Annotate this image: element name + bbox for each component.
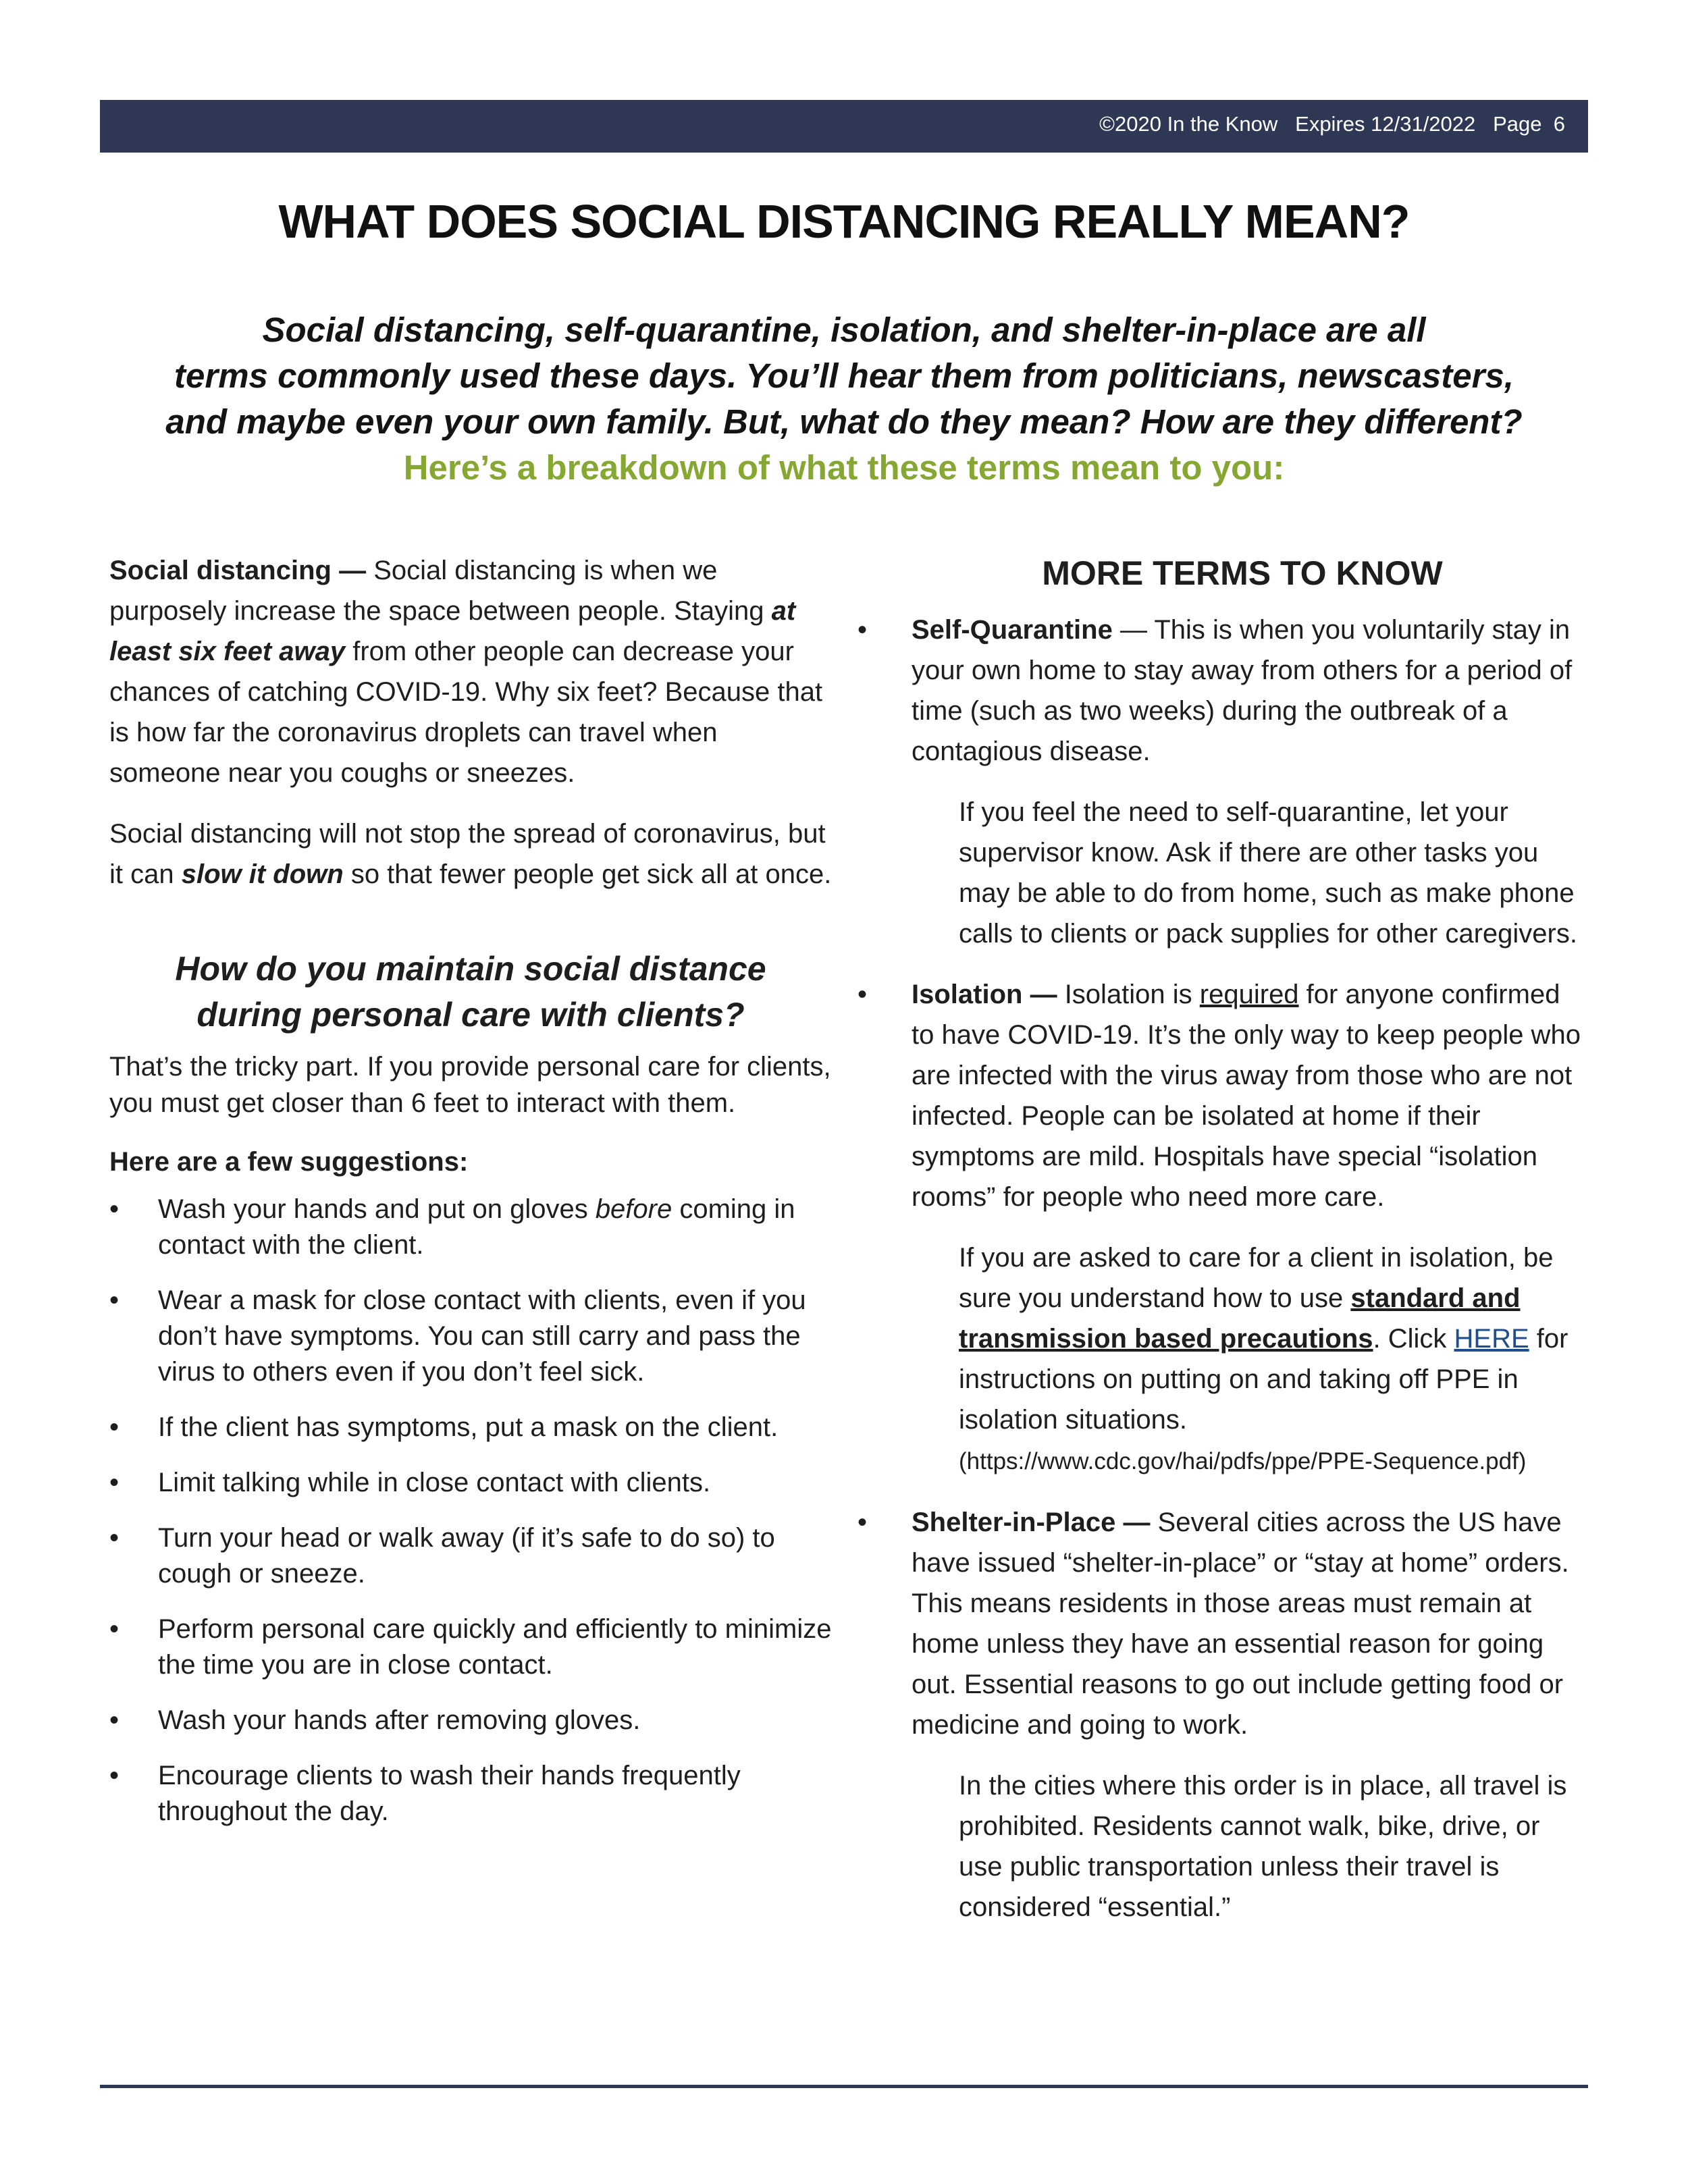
page-title: WHAT DOES SOCIAL DISTANCING REALLY MEAN? xyxy=(278,195,1410,248)
list-item: • Wash your hands and put on gloves before coming in contact with the client. xyxy=(109,1192,832,1263)
page-number: Page 6 xyxy=(1493,112,1565,136)
intro-line-2: terms commonly used these days. You’ll hear them from politicians, newscasters, xyxy=(174,356,1514,395)
expiry-text: Expires 12/31/2022 xyxy=(1295,112,1476,136)
intro-line-1: Social distancing, self-quarantine, isolation, and shelter-in-place are all xyxy=(262,311,1426,349)
isolation-item: • Isolation — Isolation is required for anyone confirmed to have COVID-19. It’s the only way to keep people who are infected with the virus away from those who are not infected. People can be isolated at home if their symptoms are mild. Hospitals have special “isolation rooms” for people who need more care. xyxy=(858,974,1587,1217)
shelter-in-place-item: • Shelter-in-Place — Several cities across the US have have issued “shelter-in-place” or “stay at home” orders. This means residents in those areas must remain at home unless they have an essential reason for going out. Essential reasons to go out include getting food or medicine and going to work. xyxy=(858,1502,1587,1745)
shelter-in-place-note: In the cities where this order is in place, all travel is prohibited. Residents cannot walk, bike, drive, or use public transportation unless their travel is considered “essential.” xyxy=(959,1771,1567,1922)
bottom-divider xyxy=(100,2085,1588,2088)
list-item: • Perform personal care quickly and efficiently to minimize the time you are in close contact. xyxy=(109,1612,832,1683)
more-terms-heading: MORE TERMS TO KNOW xyxy=(1042,554,1443,592)
personal-care-subheading: How do you maintain social distance during personal care with clients? xyxy=(175,950,766,1034)
six-feet-emphasis: at least six feet away xyxy=(109,596,796,666)
social-distancing-paragraph: Social distancing — Social distancing is when we purposely increase the space between people. Staying at least six feet away from other people can decrease your chances of catching COVID-19. Why six feet? Because that is how far the coronavirus droplets can travel when someone near you coughs or sneezes. xyxy=(109,556,823,788)
bullet-icon: • xyxy=(109,1412,120,1442)
bullet-icon: • xyxy=(109,1614,120,1644)
self-quarantine-note: If you feel the need to self-quarantine, let your supervisor know. Ask if there are other tasks you may be able to do from home, such as make phone calls to clients or pack supplies for other caregivers. xyxy=(959,797,1577,949)
suggestions-list xyxy=(109,1192,832,1830)
required-word: required xyxy=(1199,980,1299,1009)
precautions-link[interactable]: standard and transmission based precautions xyxy=(959,1283,1521,1354)
list-item: • Wash your hands after removing gloves. xyxy=(109,1703,832,1738)
intro-line-3: and maybe even your own family. But, what do they mean? How are they different? xyxy=(165,402,1523,441)
bullet-icon: • xyxy=(109,1523,120,1553)
bullet-icon: • xyxy=(858,1508,868,1537)
bullet-icon: • xyxy=(109,1468,120,1497)
slow-it-down-emphasis: slow it down xyxy=(181,859,344,889)
bullet-icon: • xyxy=(858,980,868,1009)
tricky-part-paragraph: That’s the tricky part. If you provide personal care for clients, you must get closer than 6 feet to interact with them. xyxy=(109,1052,831,1118)
intro xyxy=(135,307,1553,491)
social-distancing-term: Social distancing — xyxy=(109,556,367,585)
bullet-icon: • xyxy=(109,1705,120,1735)
list-item: • Limit talking while in close contact with clients. xyxy=(109,1465,832,1501)
left-column xyxy=(109,550,832,1849)
bullet-icon: • xyxy=(109,1761,120,1790)
list-item: • If the client has symptoms, put a mask on the client. xyxy=(109,1410,832,1445)
self-quarantine-term: Self-Quarantine xyxy=(912,615,1113,645)
shelter-in-place-term: Shelter-in-Place — xyxy=(912,1508,1151,1537)
self-quarantine-item: • Self-Quarantine — This is when you voluntarily stay in your own home to stay away from others for a period of time (such as two weeks) during the outbreak of a contagious disease. xyxy=(858,610,1587,772)
bullet-icon: • xyxy=(109,1285,120,1315)
intro-highlight: Here’s a breakdown of what these terms mean to you: xyxy=(403,448,1285,487)
cdc-url: (https://www.cdc.gov/hai/pdfs/ppe/PPE-Sequence.pdf) xyxy=(959,1448,1527,1474)
suggestions-label: Here are a few suggestions: xyxy=(109,1147,469,1177)
slow-spread-paragraph: Social distancing will not stop the spread of coronavirus, but it can slow it down so that fewer people get sick all at once. xyxy=(109,819,832,889)
list-item: • Encourage clients to wash their hands frequently throughout the day. xyxy=(109,1758,832,1830)
header-bar xyxy=(100,100,1588,153)
bullet-icon: • xyxy=(858,615,868,645)
here-link[interactable]: HERE xyxy=(1454,1324,1529,1354)
bullet-icon: • xyxy=(109,1194,120,1224)
copyright-text: ©2020 In the Know xyxy=(1099,112,1278,136)
list-item: • Wear a mask for close contact with clients, even if you don’t have symptoms. You can still carry and pass the virus to others even if you don’t feel sick. xyxy=(109,1283,832,1390)
isolation-term: Isolation — xyxy=(912,980,1057,1009)
list-item: • Turn your head or walk away (if it’s safe to do so) to cough or sneeze. xyxy=(109,1520,832,1592)
right-column xyxy=(858,550,1587,1948)
header-text xyxy=(1099,112,1565,136)
isolation-note: If you are asked to care for a client in isolation, be sure you understand how to use standard and transmission based precautions. Click HERE for instructions on putting on and taking off PPE in isolation situations. (https://www.cdc.gov/hai/pdfs/ppe/PPE-Sequence.pdf) xyxy=(959,1243,1568,1474)
